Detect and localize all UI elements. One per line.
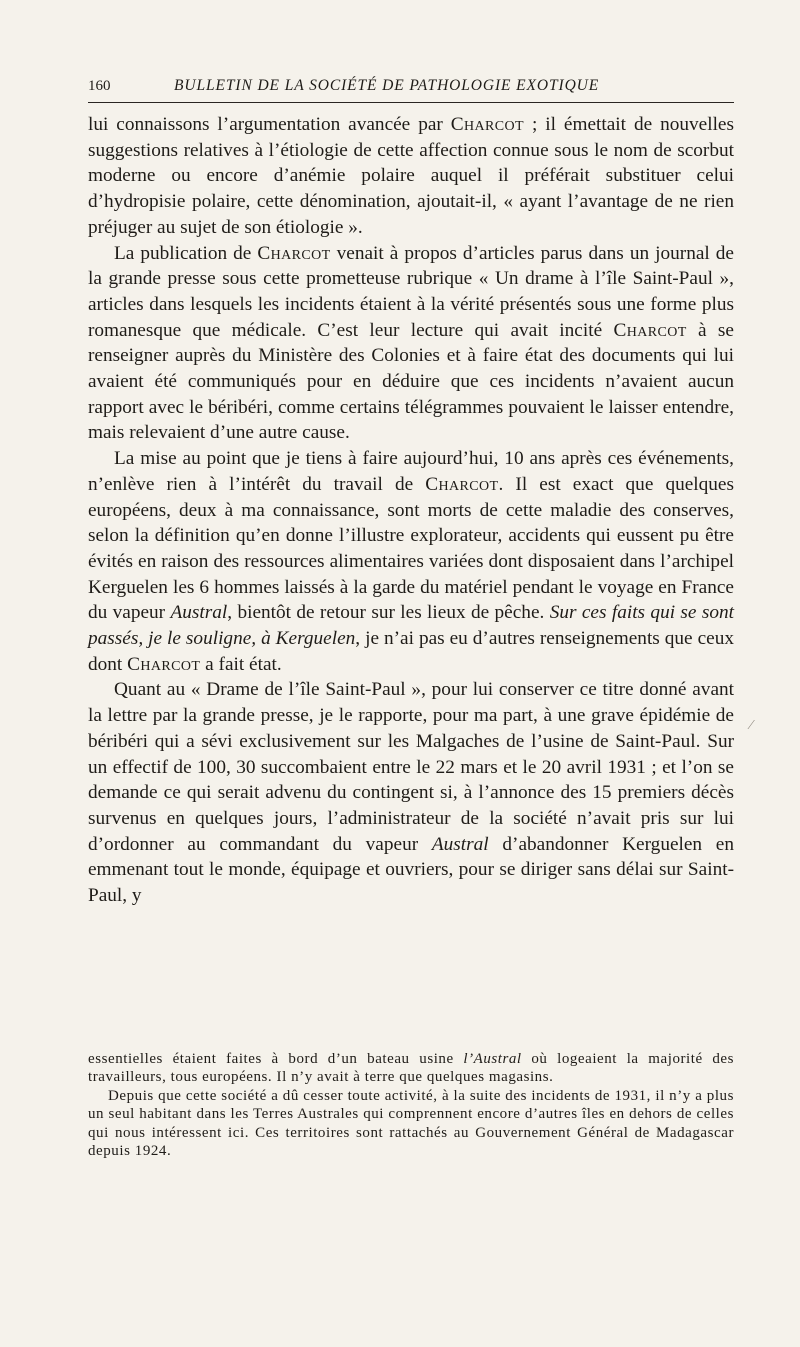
text-run: La mise au point que je tiens à faire aujourd’hui, 10 ans après ces événements, n’enlève rien à l’intérêt du travail de bbox=[88, 448, 734, 495]
text-run: . Il est exact que quelques européens, deux à ma connaissance, sont morts de cette maladie des conserves, selon la définition qu’en donne l’illustre explorateur, accidents qui eussent pu être évités en raison des ressources alimentaires variées dont disposaient dans l’archipel Kerguelen les 6 hommes laissés à la garde du matériel pendant le voyage en France du vapeur bbox=[88, 473, 734, 624]
header-rule bbox=[88, 102, 734, 103]
running-head bbox=[88, 74, 734, 98]
page-number: 160 bbox=[88, 78, 111, 94]
emphasis-text: Sur ces faits qui se sont passés, je le souligne, à Kerguelen bbox=[88, 602, 734, 650]
text-run: , bientôt de retour sur les lieux de pêche. bbox=[227, 602, 550, 624]
ship-name: Austral bbox=[170, 602, 228, 624]
margin-mark: ⁄ bbox=[750, 718, 753, 733]
text-run: ; il émettait de nouvelles suggestions relatives à l’étiologie de cette affection connue sous le nom de scorbut moderne ou encore d’anémie polaire auquel il préférait substituer celui d’hydropisie polaire, cette dénomination, ajoutait-il, « ayant l’avantage de ne rien préjuger au sujet de son étiologie ». bbox=[88, 114, 734, 238]
main-text bbox=[88, 112, 734, 909]
author-name: Charcot bbox=[425, 473, 499, 495]
text-run: d’abandonner Kerguelen en emmenant tout le monde, équipage et ouvriers, pour se diriger sans délai sur Saint-Paul, y bbox=[88, 833, 735, 907]
text-run: à se renseigner auprès du Ministère des Colonies et à faire état des documents qui lui avaient été communiqués pour en déduire que ces incidents n’avaient aucun rapport avec le béribéri, comme certains télégrammes pouvaient le laisser entendre, mais relevaient d’une autre cause. bbox=[88, 319, 734, 444]
ship-name: Austral bbox=[431, 833, 489, 855]
text-run: a fait état. bbox=[200, 653, 282, 675]
paragraph-3 bbox=[88, 446, 734, 677]
ship-name: l’Austral bbox=[463, 1051, 522, 1067]
footnotes bbox=[88, 1050, 734, 1160]
footnote-continuation bbox=[88, 1050, 734, 1087]
text-run: essentielles étaient faites à bord d’un bateau usine bbox=[88, 1051, 464, 1067]
text-run: lui connaissons l’argumentation avancée par bbox=[88, 114, 451, 135]
text-run: La publication de bbox=[114, 242, 258, 264]
author-name: Charcot bbox=[257, 242, 331, 264]
journal-title: BULLETIN DE LA SOCIÉTÉ DE PATHOLOGIE EXOTIQUE bbox=[174, 77, 600, 94]
text-run: Quant au « Drame de l’île Saint-Paul », pour lui conserver ce titre donné avant la lettre par la grande presse, je le rapporte, pour ma part, à une grave épidémie de béribéri qui a sévi exclusivement sur les Malgaches de l’usine de Saint-Paul. Sur un effectif de 100, 30 succombaient entre le 22 mars et le 20 avril 1931 ; et l’on se demande ce qui serait advenu du contingent si, à l’annonce des 15 premiers décès survenus en quelques jours, l’administrateur de la société n’avait pris sur lui d’ordonner au commandant du vapeur bbox=[88, 679, 734, 855]
paragraph-1 bbox=[88, 112, 734, 241]
text-run: , je n’ai pas eu d’autres renseignements que ceux dont bbox=[88, 628, 734, 675]
author-name: Charcot bbox=[127, 653, 201, 675]
text-run: venait à propos d’articles parus dans un journal de la grande presse sous cette prometteuse rubrique « Un drame à l’île Saint-Paul », articles dans lesquels les incidents étaient à la vérité présentés sous une forme plus romanesque que médicale. C’est leur lecture qui avait incité bbox=[88, 242, 734, 341]
paragraph-4 bbox=[88, 677, 734, 908]
author-name: Charcot bbox=[613, 319, 687, 341]
footnote-2: Depuis que cette société a dû cesser toute activité, à la suite des incidents de 1931, il n’y a plus un seul habitant dans les Terres Australes qui comprennent encore d’autres îles en dehors de celles qui nous intéressent ici. Ces territoires sont rattachés au Gouvernement Général de Madagascar depuis 1924. bbox=[88, 1087, 734, 1160]
author-name: Charcot bbox=[450, 114, 524, 135]
paragraph-2 bbox=[88, 241, 734, 447]
text-run: où logeaient la majorité des travailleurs, tous européens. Il n’y avait à terre que quelques magasins. bbox=[88, 1051, 734, 1086]
